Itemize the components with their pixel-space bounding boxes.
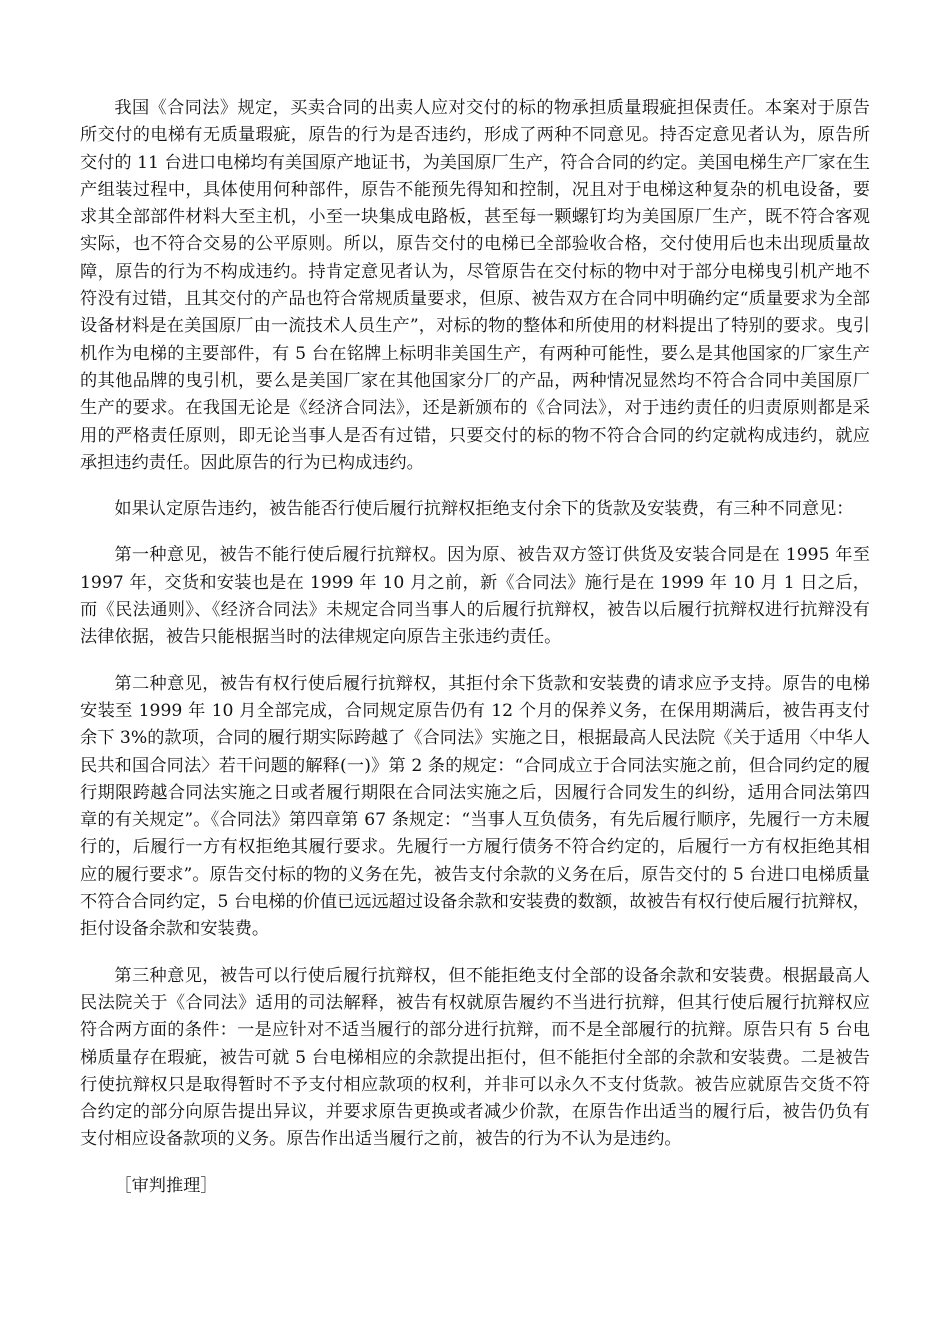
paragraph-first-opinion: 第一种意见，被告不能行使后履行抗辩权。因为原、被告双方签订供货及安装合同是在 1995 年至 1997 年，交货和安装也是在 1999 年 10 月之前，新《合同法》施行是在 1999 年 10 月 1 日之后，而《民法通则》、《经济合同法》未规定合同当事人的后履行抗辩权，被告以后履行抗辩权进行抗辩没有法律依据，被告只能根据当时的法律规定向原告主张违约责任。 <box>80 545 870 648</box>
paragraph-second-opinion: 第二种意见，被告有权行使后履行抗辩权，其拒付余下货款和安装费的请求应予支持。原告的电梯安装至 1999 年 10 月全部完成，合同规定原告仍有 12 个月的保养义务，在保用期满后，被告再支付余下 3%的款项，合同的履行期实际跨越了《合同法》实施之日，根据最高人民法院《关于适用〈中华人民共和国合同法〉若干问题的解释(一)》第 2 条的规定：“合同成立于合同法实施之前，但合同约定的履行期限跨越合同法实施之日或者履行期限在合同法实施之后，因履行合同发生的纠纷，适用合同法第四章的有关规定”。《合同法》第四章第 67 条规定：“当事人互负债务，有先后履行顺序，先履行一方未履行的，后履行一方有权拒绝其履行要求。先履行一方履行债务不符合约定的，后履行一方有权拒绝其相应的履行要求”。原告交付标的物的义务在先，被告支付余款的义务在后，原告交付的 5 台进口电梯质量不符合合同约定，5 台电梯的价值已远远超过设备余款和安装费的数额，故被告有权行使后履行抗辩权，拒付设备余款和安装费。 <box>80 673 870 940</box>
paragraph-defense-question: 如果认定原告违约，被告能否行使后履行抗辩权拒绝支付余下的货款及安装费，有三种不同意见： <box>114 499 854 520</box>
section-heading: ［审判推理］ <box>114 1175 218 1196</box>
document-body <box>80 95 870 1200</box>
paragraph-third-opinion: 第三种意见，被告可以行使后履行抗辩权，但不能拒绝支付全部的设备余款和安装费。根据最高人民法院关于《合同法》适用的司法解释，被告有权就原告履约不当进行抗辩，但其行使后履行抗辩权应符合两方面的条件：一是应针对不适当履行的部分进行抗辩，而不是全部履行的抗辩。原告只有 5 台电梯质量存在瑕疵，被告可就 5 台电梯相应的余款提出拒付，但不能拒付全部的余款和安装费。二是被告行使抗辩权只是取得暂时不予支付相应款项的权利，并非可以永久不支付货款。被告应就原告交货不符合约定的部分向原告提出异议，并要求原告更换或者减少价款，在原告作出适当的履行后，被告仍负有支付相应设备款项的义务。原告作出适当履行之前，被告的行为不认为是违约。 <box>80 965 870 1150</box>
paragraph-quality-defect: 我国《合同法》规定，买卖合同的出卖人应对交付的标的物承担质量瑕疵担保责任。本案对于原告所交付的电梯有无质量瑕疵，原告的行为是否违约，形成了两种不同意见。持否定意见者认为，原告所交付的 11 台进口电梯均有美国原产地证书，为美国原厂生产，符合合同的约定。美国电梯生产厂家在生产组装过程中，具体使用何种部件，原告不能预先得知和控制，况且对于电梯这种复杂的机电设备，要求其全部部件材料大至主机，小至一块集成电路板，甚至每一颗螺钉均为美国原厂生产，既不符合客观实际，也不符合交易的公平原则。所以，原告交付的电梯已全部验收合格，交付使用后也未出现质量故障，原告的行为不构成违约。持肯定意见者认为，尽管原告在交付标的物中对于部分电梯曳引机产地不符没有过错，且其交付的产品也符合常规质量要求，但原、被告双方在合同中明确约定“质量要求为全部设备材料是在美国原厂由一流技术人员生产”，对标的物的整体和所使用的材料提出了特别的要求。曳引机作为电梯的主要部件，有 5 台在铭牌上标明非美国生产，有两种可能性，要么是其他国家的厂家生产的其他品牌的曳引机，要么是美国厂家在其他国家分厂的产品，两种情况显然均不符合合同中美国原厂生产的要求。在我国无论是《经济合同法》，还是新颁布的《合同法》，对于违约责任的归责原则都是采用的严格责任原则，即无论当事人是否有过错，只要交付的标的物不符合合同的约定就构成违约，就应承担违约责任。因此原告的行为已构成违约。 <box>80 98 870 473</box>
